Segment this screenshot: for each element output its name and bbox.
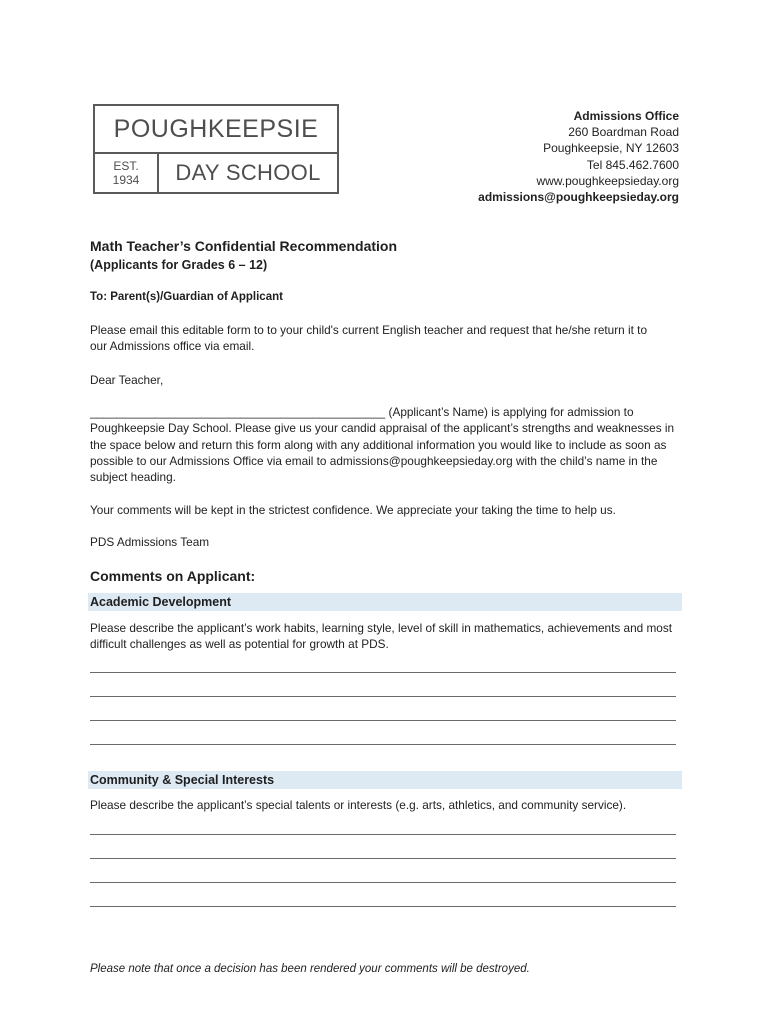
email-link[interactable]: admissions@poughkeepsieday.org [478,190,679,205]
street-address: 260 Boardman Road [568,125,679,140]
academic-section-heading: Academic Development [88,593,682,611]
academic-prompt [90,620,690,653]
academic-answer-line[interactable] [90,672,676,673]
community-answer-line[interactable] [90,858,676,859]
school-logo [93,104,339,194]
body-line: Poughkeepsie Day School. Please give us your candid appraisal of the applicant’s strengths and weaknesses in [90,421,675,436]
intro-line: Please email this editable form to to your child's current English teacher and request that he/she return it to [90,323,648,337]
logo-est-year: 1934 [112,173,140,187]
logo-name: POUGHKEEPSIE [95,106,337,154]
address-block [478,108,679,205]
signoff: PDS Admissions Team [90,535,210,549]
academic-answer-line[interactable] [90,696,676,697]
community-answer-line[interactable] [90,906,676,907]
intro-line: our Admissions office via email. [90,339,255,354]
logo-established [95,154,159,192]
applicant-name-field[interactable]: _____________________________________________ (Applicant’s Name) is applying for admission to [90,405,634,419]
community-prompt: Please describe the applicant’s special talents or interests (e.g. arts, athletics, and community service). [90,798,627,812]
logo-est-label: EST. [113,159,139,173]
prompt-line: difficult challenges as well as potential for growth at PDS. [90,637,389,652]
comments-heading: Comments on Applicant: [90,568,256,584]
admissions-office: Admissions Office [573,109,679,123]
footer-note: Please note that once a decision has been rendered your comments will be destroyed. [90,963,530,975]
community-answer-line[interactable] [90,882,676,883]
logo-school: DAY SCHOOL [175,160,321,185]
intro-paragraph [90,322,680,355]
prompt-line: Please describe the applicant’s work habits, learning style, level of skill in mathematics, achievements and most [90,621,673,635]
telephone: Tel 845.462.7600 [586,157,679,172]
body-line: subject heading. [90,470,176,485]
body-paragraph [90,404,690,485]
greeting: Dear Teacher, [90,373,164,387]
body-line: possible to our Admissions Office via email to admissions@poughkeepsieday.org with the child’s name in the [90,453,658,468]
website-link[interactable]: www.poughkeepsieday.org [536,173,679,188]
academic-answer-line[interactable] [90,720,676,721]
city-address: Poughkeepsie, NY 12603 [543,141,679,156]
community-answer-line[interactable] [90,834,676,835]
community-section-heading: Community & Special Interests [88,771,682,789]
confidence-statement: Your comments will be kept in the strictest confidence. We appreciate your taking the time to help us. [90,503,616,517]
form-title: Math Teacher’s Confidential Recommendation [90,238,398,254]
addressee: To: Parent(s)/Guardian of Applicant [90,291,283,303]
body-line: the space below and return this form along with any additional information you would like to include as soon as [90,437,667,452]
academic-answer-line[interactable] [90,744,676,745]
form-subtitle: (Applicants for Grades 6 – 12) [90,258,268,272]
